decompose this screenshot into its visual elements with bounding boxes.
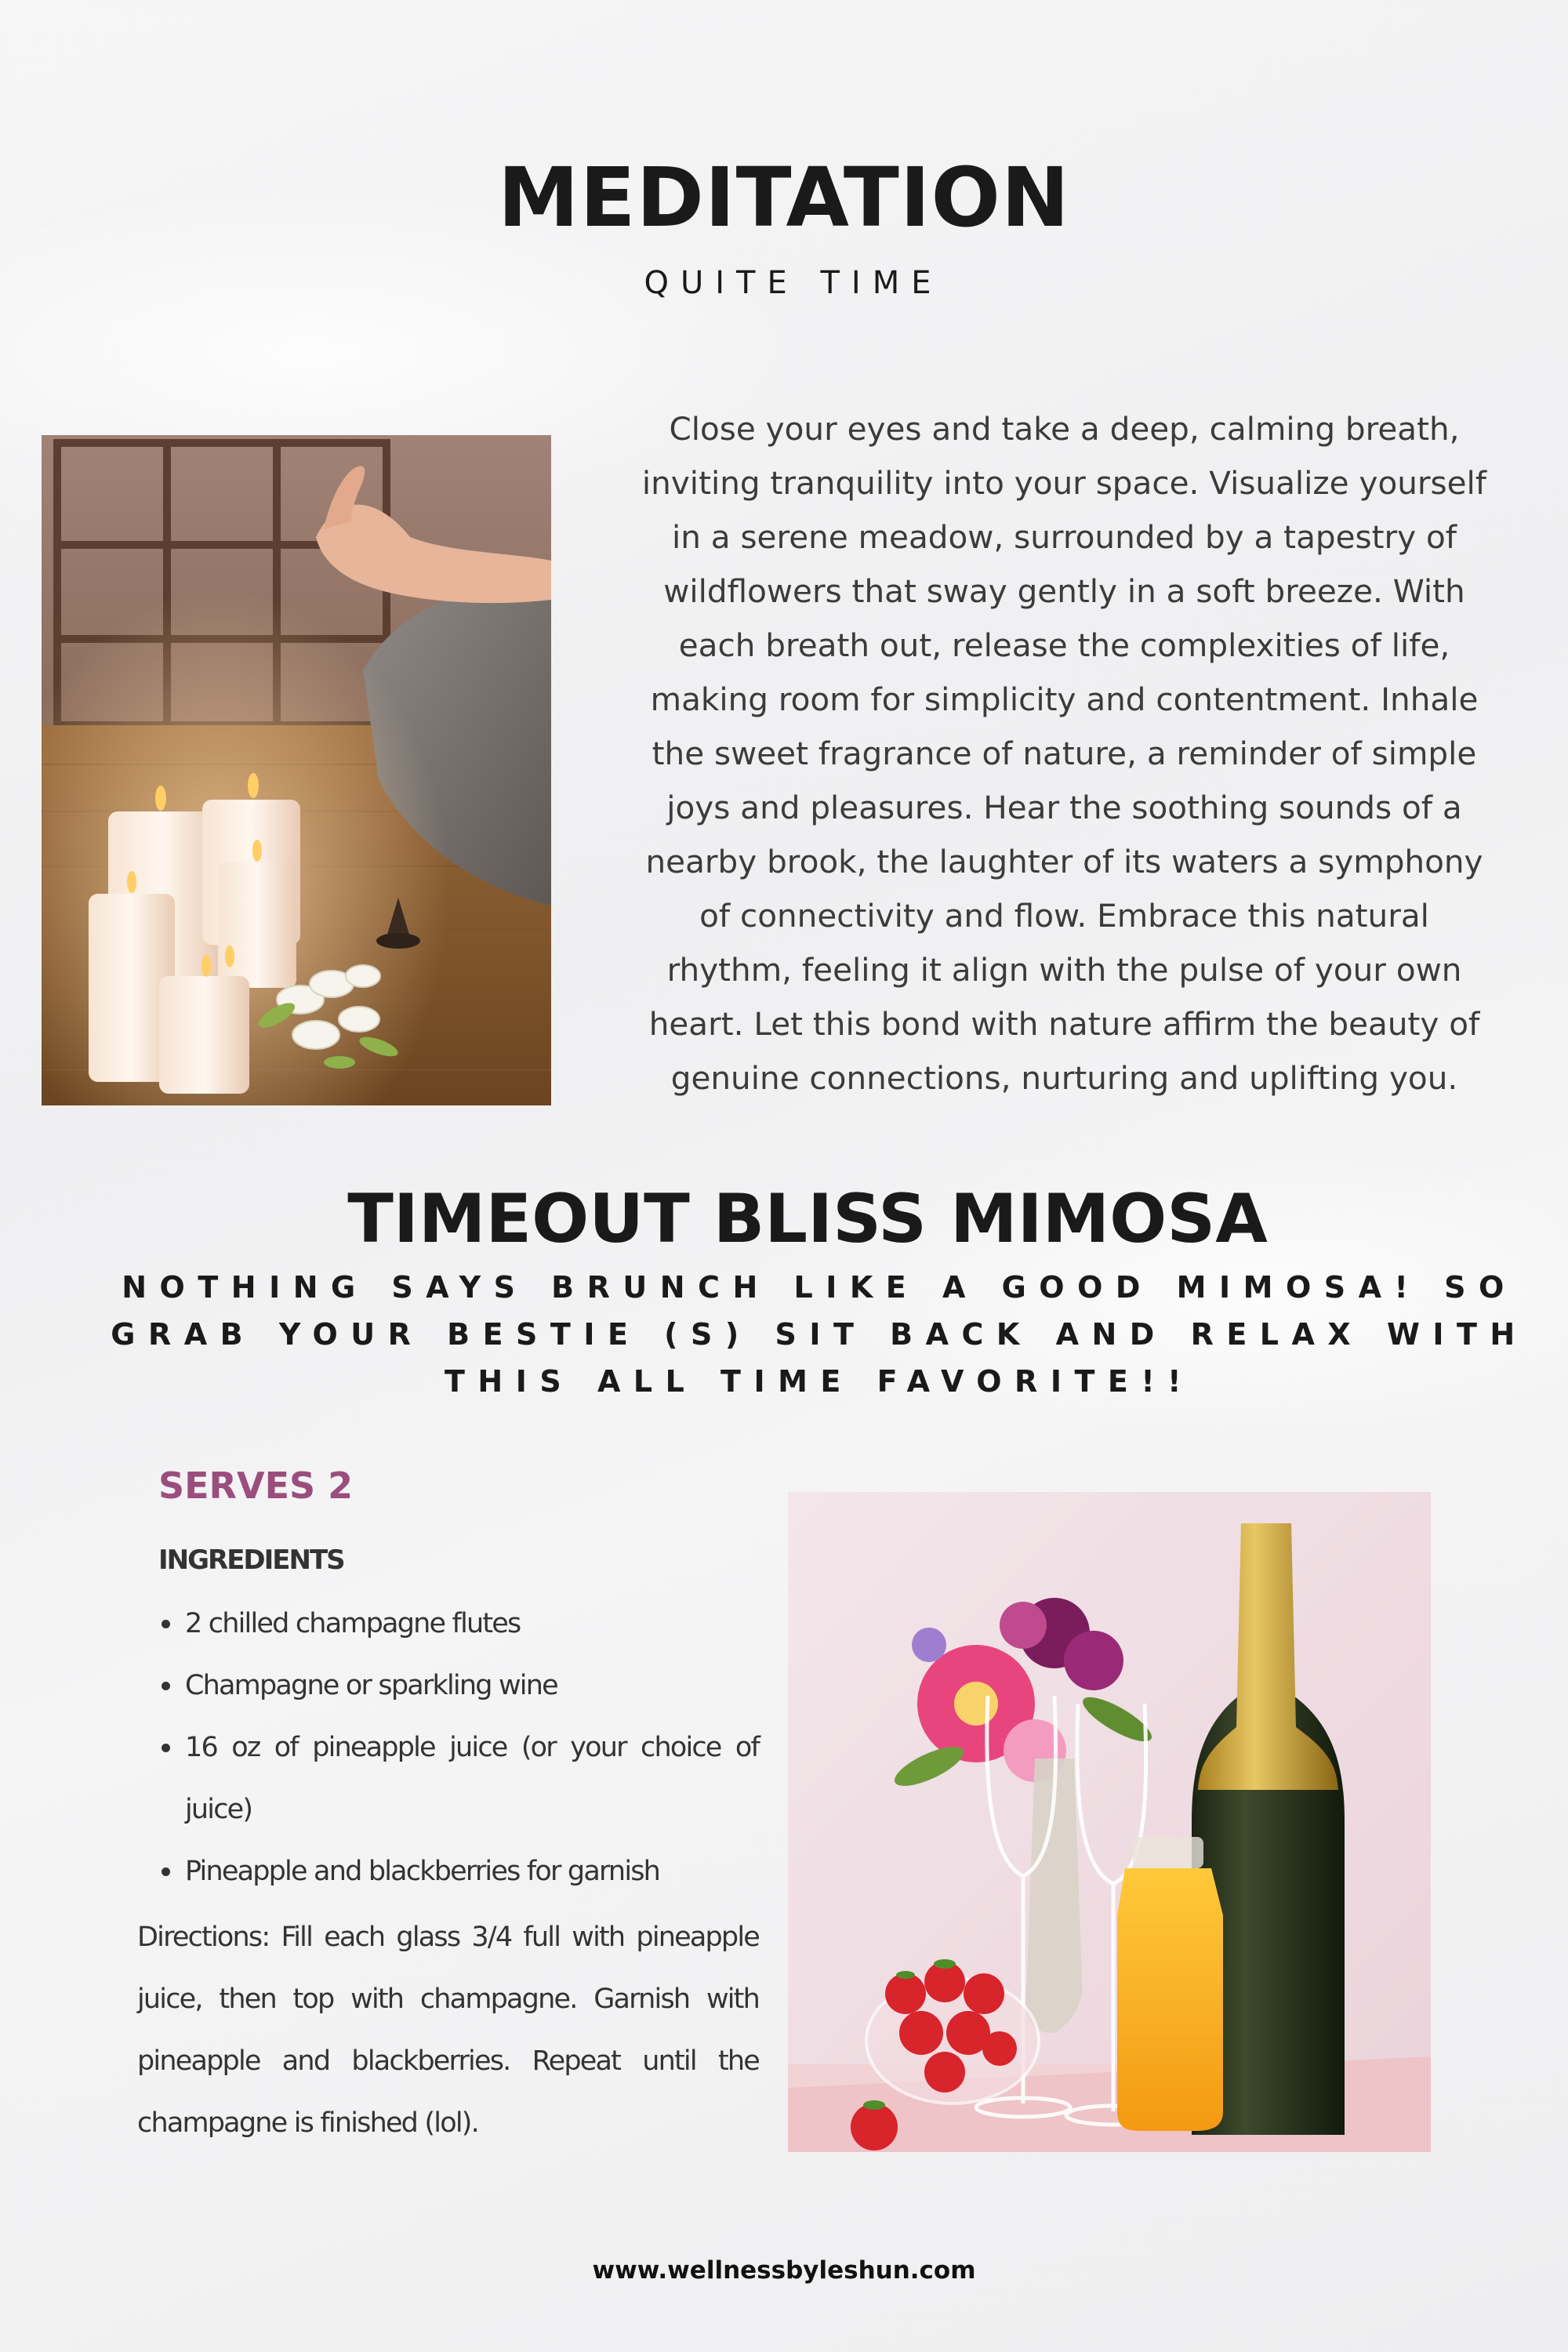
meditation-line: Close your eyes and take a deep, calming breath, — [669, 410, 1460, 448]
ingredient-item: 16 oz of pineapple juice (or your choice of juice) — [155, 1717, 759, 1841]
meditation-line: making room for simplicity and contentment. Inhale — [650, 681, 1479, 718]
mimosa-subtitle-line: THIS ALL TIME FAVORITE!! — [445, 1364, 1194, 1399]
meditation-line: the sweet fragrance of nature, a reminder of simple — [652, 735, 1477, 772]
mimosa-subtitle — [102, 1264, 1537, 1405]
mimosa-title: TIMEOUT BLISS MIMOSA — [347, 1180, 1268, 1258]
meditation-line: nearby brook, the laughter of its waters a symphony — [645, 843, 1483, 880]
meditation-line: joys and pleasures. Hear the soothing sounds of a — [666, 789, 1462, 826]
ingredient-item: 2 chilled champagne flutes — [155, 1593, 759, 1655]
meditation-line: wildflowers that sway gently in a soft breeze. With — [663, 572, 1465, 610]
meditation-line: genuine connections, nurturing and uplifting you. — [670, 1059, 1458, 1097]
mimosa-subtitle-line: NOTHING SAYS BRUNCH LIKE A GOOD MIMOSA! SO — [122, 1270, 1517, 1305]
mimosa-photo — [788, 1492, 1431, 2152]
meditation-line: in a serene meadow, surrounded by a tapestry of — [671, 518, 1457, 556]
mimosa-subtitle-line: GRAB YOUR BESTIE (S) SIT BACK AND RELAX WITH — [111, 1317, 1528, 1352]
meditation-line: each breath out, release the complexities of life, — [678, 626, 1450, 664]
page-title: MEDITATION — [498, 150, 1070, 245]
website-url: www.wellnessbyleshun.com — [592, 2256, 976, 2285]
ingredients-heading: INGREDIENTS — [158, 1544, 344, 1576]
meditation-line: rhythm, feeling it align with the pulse of your own — [666, 951, 1462, 989]
ingredient-item: Champagne or sparkling wine — [155, 1655, 759, 1717]
directions-text: Directions: Fill each glass 3/4 full with pineapple juice, then top with champagne. Garnish with pineapple and blackberries. Repeat until the champagne is finished (lol). — [137, 1922, 759, 2139]
meditation-paragraph — [600, 402, 1529, 1105]
page-subtitle: QUITE TIME — [644, 265, 943, 301]
meditation-line: heart. Let this bond with nature affirm the beauty of — [648, 1005, 1480, 1043]
serves-label: SERVES 2 — [158, 1465, 354, 1507]
ingredient-item: Pineapple and blackberries for garnish — [155, 1841, 759, 1903]
meditation-candles-photo — [42, 435, 551, 1105]
meditation-line: inviting tranquility into your space. Visualize yourself — [641, 464, 1487, 502]
meditation-line: of connectivity and flow. Embrace this natural — [699, 897, 1429, 935]
ingredients-list — [155, 1593, 759, 1903]
